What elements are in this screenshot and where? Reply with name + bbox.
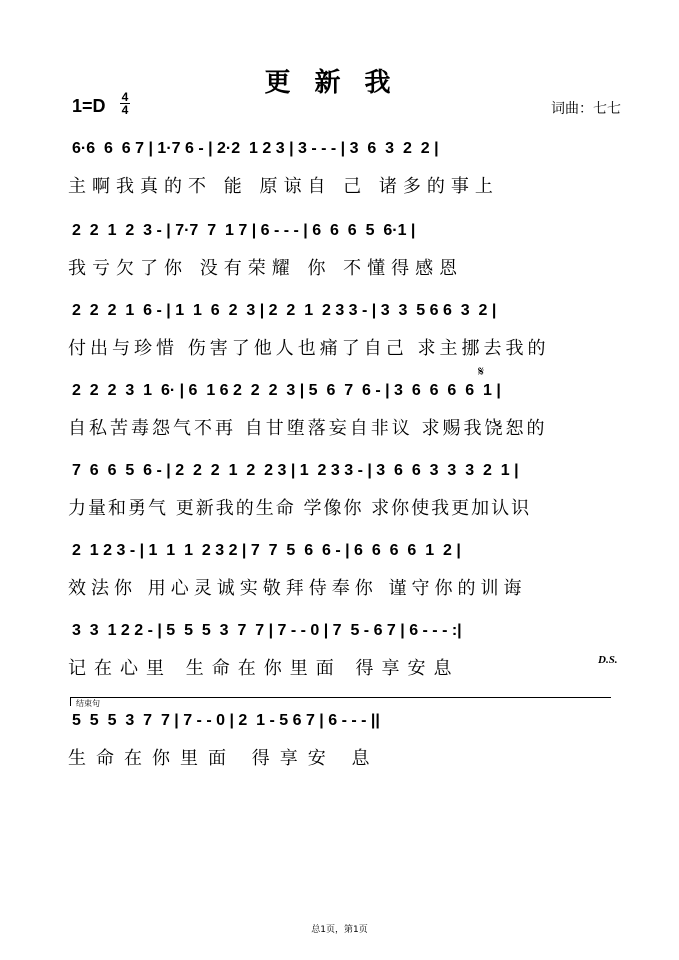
lyric-row xyxy=(68,334,616,358)
notation-row xyxy=(68,542,616,568)
notation-row xyxy=(68,462,616,488)
jianpu-notes: 2 2 2 3 1 6· | 6 1 6 2 2 2 3 | 5 6 7 6 - | 3 6 6 6 6 1 | xyxy=(72,382,501,399)
dal-segno-mark: D.S. xyxy=(598,654,618,666)
time-signature xyxy=(120,91,130,116)
lyric-text: 效法你 用心灵诚实敬拜侍奉你 谨守你的训诲 xyxy=(68,578,527,599)
notation-row xyxy=(68,222,616,248)
score-line-7 xyxy=(68,622,616,686)
jianpu-notes: 7 6 6 5 6 - | 2 2 2 1 2 2 3 | 1 2 3 3 - | 3 6 6 3 3 3 2 1 | xyxy=(72,462,519,479)
lyric-row xyxy=(68,494,616,518)
score-line-8 xyxy=(68,712,616,776)
lyric-row xyxy=(68,254,616,278)
lyric-row xyxy=(68,414,616,438)
jianpu-notes: 3 3 1 2 2 - | 5 5 5 3 7 7 | 7 - - 0 | 7 5 - 6 7 | 6 - - - :| xyxy=(72,622,462,639)
jianpu-notes: 2 2 1 2 3 - | 7·7 7 1 7 | 6 - - - | 6 6 6 5 6·1 | xyxy=(72,222,416,239)
segno-sign: 𝄋 xyxy=(478,364,485,380)
notation-row xyxy=(68,140,616,166)
score-line-6 xyxy=(68,542,616,606)
lyricist-composer-credit: 词曲：七七 xyxy=(551,101,621,117)
lyric-row xyxy=(68,172,616,196)
notation-row xyxy=(68,622,616,648)
notation-row xyxy=(68,382,616,408)
coda-bracket xyxy=(70,697,611,706)
lyric-text: 我亏欠了你 没有荣耀 你 不懂得感恩 xyxy=(68,258,464,279)
lyric-text: 自私苦毒怨气不再 自甘堕落妄自非议 求赐我饶恕的 xyxy=(68,418,548,439)
lyric-row xyxy=(68,744,616,768)
score-line-1 xyxy=(68,140,616,204)
jianpu-notes: 2 2 2 1 6 - | 1 1 6 2 3 | 2 2 1 2 3 3 - | 3 3 5 6 6 3 2 | xyxy=(72,302,497,319)
page-footer: 总1页，第1页 xyxy=(311,925,368,935)
time-signature-top: 4 xyxy=(121,90,129,104)
lyric-text: 记在心里 生命在你里面 得享安息 xyxy=(68,658,460,679)
time-signature-bottom: 4 xyxy=(121,103,129,117)
song-title: 更新我 xyxy=(264,68,415,98)
score-line-2 xyxy=(68,222,616,286)
lyric-row xyxy=(68,654,616,678)
score-line-5 xyxy=(68,462,616,526)
score-line-3 xyxy=(68,302,616,366)
jianpu-notes: 2 1 2 3 - | 1 1 1 2 3 2 | 7 7 5 6 6 - | 6 6 6 6 1 2 | xyxy=(72,542,461,559)
key-signature: 1=D xyxy=(72,96,106,116)
jianpu-notes: 5 5 5 3 7 7 | 7 - - 0 | 2 1 - 5 6 7 | 6 - - - || xyxy=(72,712,380,729)
score-line-4 xyxy=(68,382,616,446)
coda-label: 结束句 xyxy=(76,699,100,708)
lyric-row xyxy=(68,574,616,598)
lyric-text: 主啊我真的不 能 原谅自 己 诸多的事上 xyxy=(68,176,499,197)
lyric-text: 付出与珍惜 伤害了他人也痛了自己 求主挪去我的 xyxy=(68,338,550,359)
jianpu-notes: 6·6 6 6 7 | 1·7 6 - | 2·2 1 2 3 | 3 - - - | 3 6 3 2 2 | xyxy=(72,140,439,157)
notation-row xyxy=(68,302,616,328)
lyric-text: 力量和勇气 更新我的生命 学像你 求你使我更加认识 xyxy=(68,498,532,519)
lyric-text: 生命在你里面 得享安 息 xyxy=(68,748,380,769)
notation-row xyxy=(68,712,616,738)
